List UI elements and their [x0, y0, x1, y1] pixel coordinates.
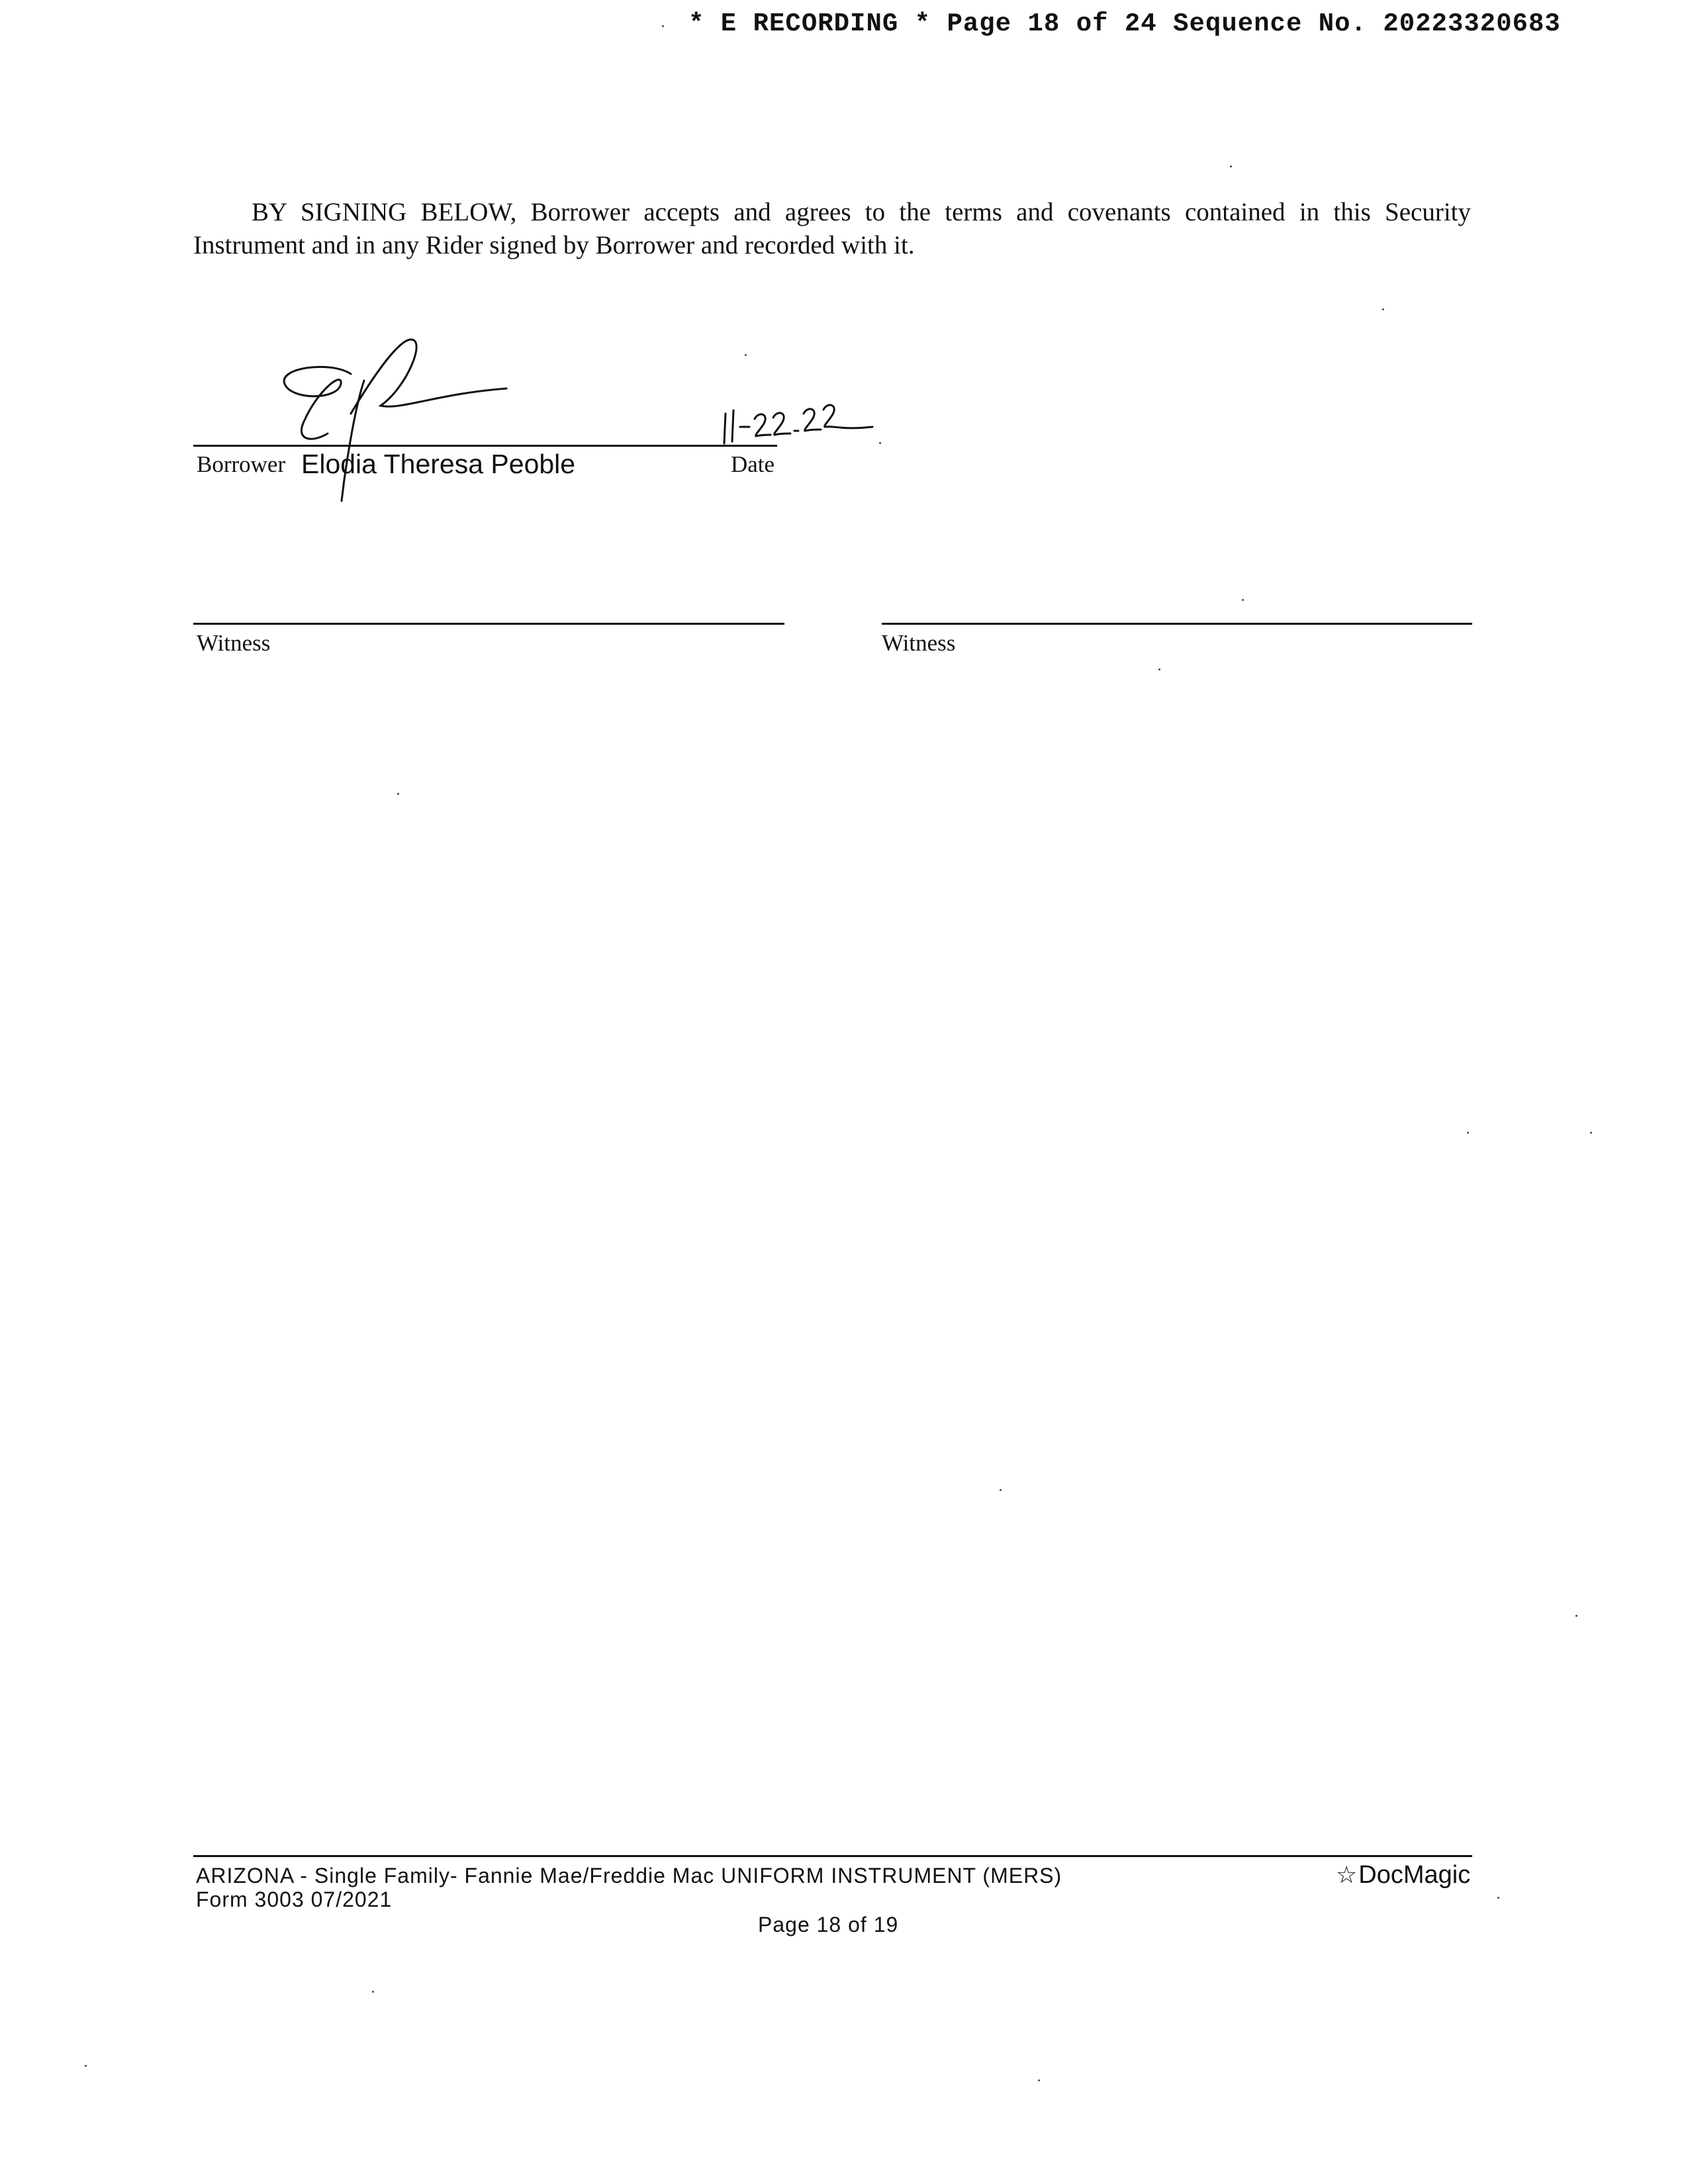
- brand-name: DocMagic: [1358, 1861, 1471, 1889]
- scan-speck: [85, 2065, 87, 2067]
- scan-speck: [745, 354, 747, 356]
- docmagic-logo: [1336, 1861, 1470, 1889]
- scan-speck: [397, 793, 399, 795]
- form-title: ARIZONA - Single Family- Fannie Mae/Freddie Mac UNIFORM INSTRUMENT (MERS): [196, 1864, 1062, 1888]
- page-number: Page 18 of 19: [758, 1913, 899, 1936]
- star-outline-icon: ☆: [1336, 1861, 1358, 1888]
- scan-speck: [1038, 2079, 1040, 2081]
- scan-speck: [1230, 165, 1232, 167]
- footer-rule: [193, 1855, 1472, 1857]
- agreement-paragraph: BY SIGNING BELOW, Borrower accepts and agrees to the terms and covenants contained in this Security Instrument and in any Rider signed by Borrower and recorded with it.: [193, 198, 1471, 259]
- borrower-signature-line: [193, 445, 777, 447]
- scan-speck: [1497, 1897, 1499, 1899]
- witness-line-right: [882, 623, 1472, 625]
- borrower-label: Borrower: [197, 451, 286, 477]
- scan-speck: [662, 25, 664, 27]
- scan-speck: [1467, 1132, 1469, 1134]
- scan-speck: [372, 1991, 374, 1993]
- scan-speck: [1590, 1132, 1592, 1134]
- borrower-name: Elodia Theresa Peoble: [301, 449, 576, 479]
- witness-label-right: Witness: [882, 630, 956, 656]
- scan-speck: [1000, 1489, 1002, 1491]
- scan-speck: [879, 442, 881, 444]
- recording-stamp: * E RECORDING * Page 18 of 24 Sequence No. 20223320683: [688, 9, 1561, 38]
- witness-line-left: [193, 623, 784, 625]
- form-number: Form 3003 07/2021: [196, 1888, 393, 1911]
- scan-speck: [1242, 599, 1244, 601]
- date-label: Date: [731, 451, 775, 477]
- scan-speck: [1158, 668, 1160, 670]
- witness-label-left: Witness: [197, 630, 271, 656]
- handwritten-date: [720, 394, 892, 447]
- scan-speck: [1382, 308, 1384, 310]
- scan-speck: [1575, 1615, 1577, 1617]
